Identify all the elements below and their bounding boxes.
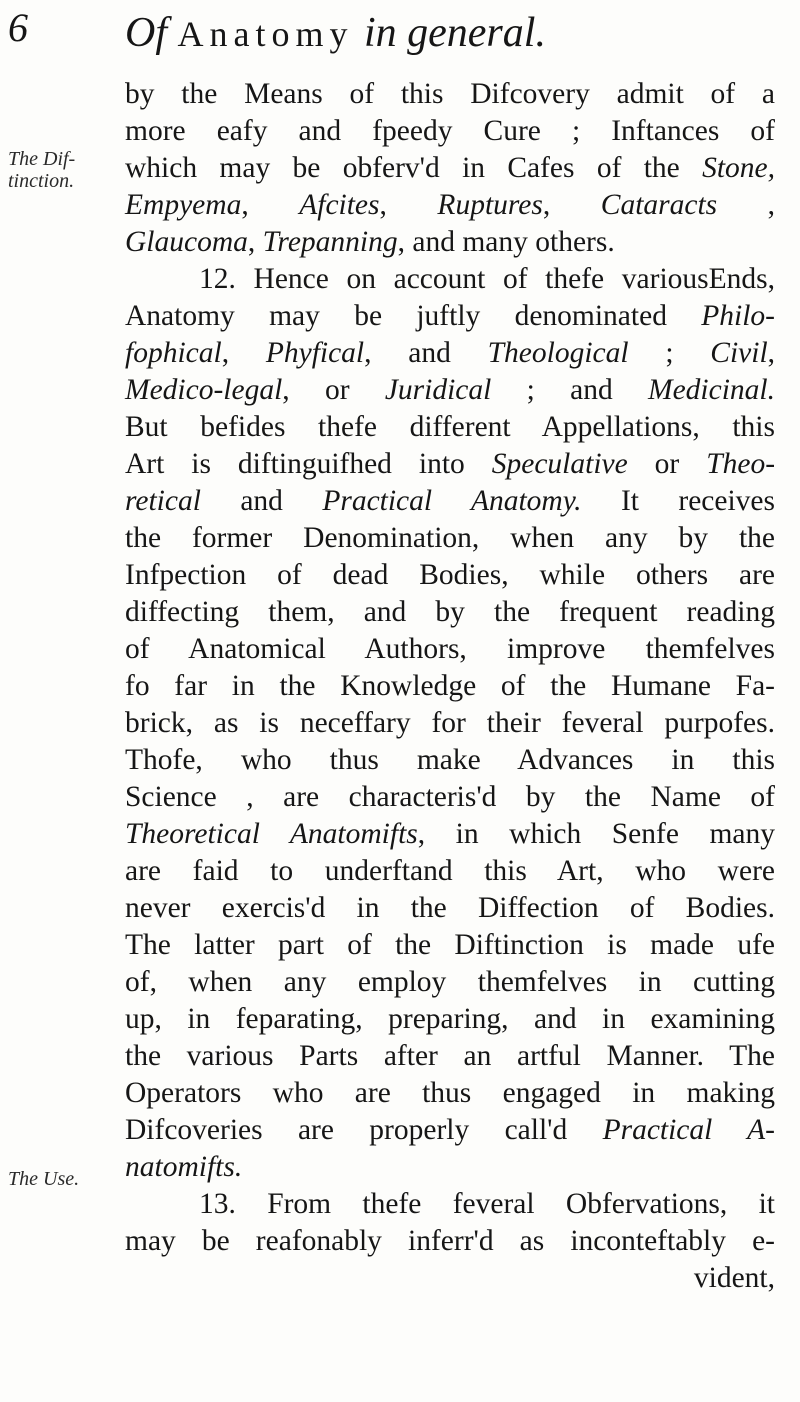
text-line: may be reafonably inferr'd as inconteftably e- — [125, 1225, 775, 1257]
running-head-title: Anatomy — [177, 14, 354, 54]
text-line: Difcoveries are properly call'd Practical A- — [125, 1114, 775, 1146]
text-line: retical and Practical Anatomy. It receives — [125, 485, 775, 517]
text-line: fophical, Phyfical, and Theological ; Civil, — [125, 337, 776, 369]
catchword-line: vident, — [693, 1262, 775, 1294]
text-line: Empyema, Afcites, Ruptures, Cataracts , — [125, 189, 776, 221]
margin-note-distinction-line1: The Dif- — [8, 148, 76, 170]
running-head-suffix: in general. — [363, 10, 546, 56]
paragraph-13-start: 13. From thefe feveral Obfervations, it — [199, 1188, 775, 1220]
margin-note-distinction-line2: tinction. — [8, 170, 75, 192]
text-line: up, in feparating, preparing, and in examining — [125, 1003, 775, 1035]
margin-note-distinction — [8, 148, 108, 192]
text-line: by the Means of this Difcovery admit of a — [125, 78, 775, 110]
text-line: Operators who are thus engaged in making — [125, 1077, 775, 1109]
running-head-prefix: Of — [125, 10, 167, 56]
text-line: Glaucoma, Trepanning, and many others. — [125, 226, 615, 258]
text-line: of Anatomical Authors, improve themfelves — [125, 633, 775, 665]
running-head — [125, 12, 765, 54]
body-text — [125, 76, 775, 1297]
text-line: Infpection of dead Bodies, while others are — [125, 559, 775, 591]
text-line: are faid to underftand this Art, who were — [125, 855, 775, 887]
page-number: 6 — [8, 5, 28, 50]
text-line: Thofe, who thus make Advances in this — [125, 744, 775, 776]
text-line: fo far in the Knowledge of the Humane Fa- — [125, 670, 775, 702]
text-line: never exercis'd in the Diffection of Bodies. — [125, 892, 775, 924]
text-line: Science , are characteris'd by the Name of — [125, 781, 775, 813]
text-line: The latter part of the Diftinction is made ufe — [125, 929, 775, 961]
text-line: the former Denomination, when any by the — [125, 522, 775, 554]
text-line: more eafy and fpeedy Cure ; Inftances of — [125, 115, 775, 147]
text-line: Theoretical Anatomifts, in which Senfe many — [125, 818, 775, 850]
paragraph-12-start: 12. Hence on account of thefe variousEnds, — [199, 263, 775, 295]
text-line: Medico-legal, or Juridical ; and Medicinal. — [125, 374, 775, 406]
text-line: brick, as is neceffary for their feveral purpofes. — [125, 707, 775, 739]
text-line: Anatomy may be juftly denominated Philo- — [125, 300, 775, 332]
text-line: But befides thefe different Appellations, this — [125, 411, 775, 443]
text-line: natomifts. — [125, 1151, 243, 1183]
text-line: Art is diftinguifhed into Speculative or Theo- — [125, 448, 776, 480]
text-line: diffecting them, and by the frequent reading — [125, 596, 775, 628]
text-line: of, when any employ themfelves in cutting — [125, 966, 775, 998]
margin-note-use: The Use. — [8, 1168, 80, 1190]
text-line: the various Parts after an artful Manner. The — [125, 1040, 775, 1072]
text-line: which may be obferv'd in Cafes of the Stone, — [125, 152, 775, 184]
